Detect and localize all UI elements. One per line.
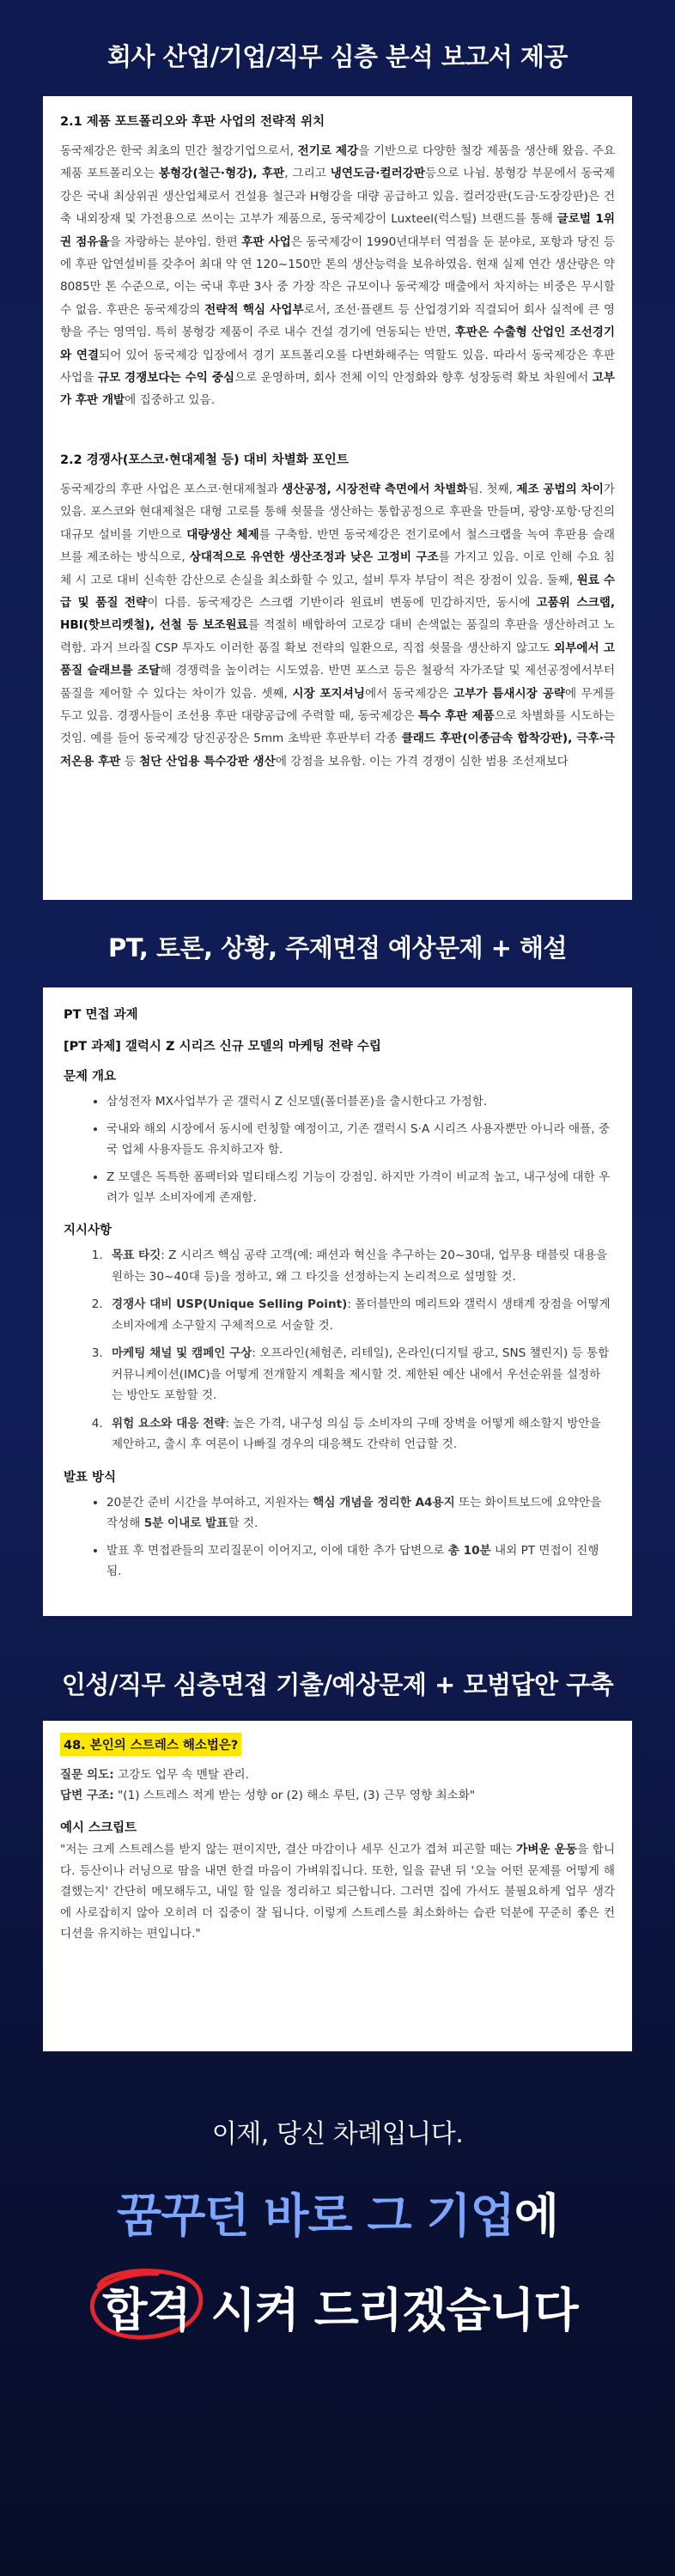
closing-line-2 <box>0 2179 675 2245</box>
overview-item-2-text-0: Z 모델은 독특한 폼팩터와 멀티태스킹 기능이 강점임. 하지만 가격이 비교적 높고, 내구성에 대한 우려가 일부 소비자에게 존재함. <box>106 1170 611 1205</box>
p2-bold-7: 상대적으로 유연한 생산조정과 낮은 고정비 구조 <box>189 550 439 565</box>
p2-text-16: 에서 동국제강은 <box>365 686 453 701</box>
closing-line-2-suffix: 에 <box>514 2189 558 2243</box>
structure-text: "(1) 스트레스 적게 받는 성향 or (2) 해소 루틴, (3) 근무 영향 최소화" <box>113 1789 476 1802</box>
pass-word: 합격 <box>102 2283 191 2337</box>
p1-bold-3: 봉형강(철근·형강), 후판 <box>158 167 285 181</box>
instruction-item <box>106 1343 611 1406</box>
p1-text-12: 로서, 조선·플랜트 등 산업경기와 직결되어 회사 실적에 큰 영향을 주는 영역임. 특히 봉형강 제품이 주로 내수 건설 경기에 연동되는 반면, <box>60 302 615 340</box>
method-item <box>106 1540 611 1582</box>
p2-text-22: 등 <box>120 754 140 769</box>
p2-bold-21: 클래드 후판(이종금속 합착강판), 극후·극저온용 후판 <box>60 732 615 769</box>
pass-word-circled <box>97 2274 195 2340</box>
p1-bold-1: 전기로 제강 <box>297 144 359 158</box>
overview-label: 문제 개요 <box>64 1070 117 1084</box>
script-label: 예시 스크립트 <box>60 1821 137 1835</box>
instruction-item-2-bold-0: 마케팅 채널 및 캠페인 구상 <box>112 1346 252 1360</box>
instruction-item <box>106 1413 611 1455</box>
overview-list <box>64 1091 611 1208</box>
p1-text-10: 은 동국제강이 1990년대부터 역점을 둔 분야로, 포항과 당진 등에 후판 압연설비를 갖추어 최대 약 연 120~150만 톤의 생산능력을 보유하였음. 현재 실제 연간 생산량은 약 8085만 톤 수준으로, 이는 국내 후판 3사 중 가장 작은 규모이나 동국제강 매출에서 차지하는 비중은 무시할 수 없음. 후판은 동국제강의 <box>60 234 616 317</box>
closing-line-3 <box>0 2274 675 2340</box>
p2-bold-15: 시장 포지셔닝 <box>292 686 366 701</box>
p2-bold-13: 외부에서 고품질 슬래브를 조달 <box>60 641 615 678</box>
method-item-1-text-0: 발표 후 면접관들의 꼬리질문이 이어지고, 이에 대한 추가 답변으로 <box>106 1543 448 1558</box>
method-item-0-text-4: 할 것. <box>228 1516 258 1530</box>
p1-text-6: 등으로 나뉨. 봉형강 부문에서 동국제강은 국내 최상위권 생산업체로서 건설용 철근과 H형강을 대량 공급하고 있음. 컬러강판(도금·도장강판)은 건축 내외장재 및 가전용으로 쓰이는 고부가 제품으로, 동국제강이 Luxteel(럭스틸) 브랜드를 통해 <box>60 167 616 227</box>
instructions-label: 지시사항 <box>64 1224 112 1237</box>
p1-bold-11: 전략적 핵심 사업부 <box>204 302 304 317</box>
intent-text: 고강도 업무 속 멘탈 관리. <box>113 1768 249 1782</box>
pt-interview-card <box>43 987 632 1616</box>
p2-text-2: 됨. 첫째, <box>467 482 517 496</box>
overview-item-1-text-0: 국내와 해외 시장에서 동시에 런칭할 예정이고, 기존 갤럭시 S·A 시리즈 사용자뿐만 아니라 애플, 중국 업체 사용자들도 유치하고자 함. <box>106 1122 611 1157</box>
method-item-0-bold-3: 5분 이내로 발표 <box>143 1516 228 1530</box>
example-script <box>60 1839 615 1945</box>
p2-text-8: 를 가지고 있음. 이로 인해 수요 침체 시 고로 대비 신속한 감산으로 손실을 최소화할 수 있고, 설비 투자 부담이 적은 장점이 있음. 둘째, <box>60 550 615 587</box>
p1-bold-15: 규모 경쟁보다는 수익 중심 <box>97 371 234 386</box>
section2-title: PT, 토론, 상황, 주제면접 예상문제 + 해설 <box>107 933 568 963</box>
question-intent <box>60 1765 615 1785</box>
intent-label: 질문 의도: <box>60 1768 114 1782</box>
p2-bold-11: 고품위 스크랩, HBI(핫브리켓철), 선철 등 보조원료 <box>60 595 615 633</box>
p1-bold-9: 후판 사업 <box>241 234 291 249</box>
answer-structure <box>60 1785 615 1806</box>
report-sample-card <box>43 96 632 900</box>
p1-text-8: 을 자랑하는 분야임. 한편 <box>109 234 242 249</box>
overview-item <box>106 1119 611 1160</box>
instruction-item-3-text-1: : 높은 가격, 내구성 의심 등 소비자의 구매 장벽을 어떻게 해소할지 방안을 제안하고, 출시 후 여론이 나빠질 경우의 대응책도 간략히 언급할 것. <box>112 1416 601 1451</box>
overview-item <box>106 1167 611 1208</box>
report-paragraph-2-2 <box>60 478 615 773</box>
p2-text-14: 해 경쟁력을 높이려는 시도였음. 반면 포스코 등은 철광석 자가조달 및 제선공정에서부터 품질을 제어할 수 있다는 차이가 있음. 셋째, <box>60 664 615 701</box>
method-item-0-bold-1: 핵심 개념을 정리한 A4용지 <box>313 1495 455 1510</box>
p2-bold-17: 고부가 틈새시장 공략 <box>453 686 565 701</box>
p1-bold-17: 고부가 후판 개발 <box>60 371 615 408</box>
instruction-item-0-bold-0: 목표 타깃 <box>112 1249 161 1262</box>
method-item-1-text-2: 내외 PT 면접이 진행됨. <box>106 1543 599 1578</box>
method-item <box>106 1492 611 1534</box>
p2-text-4: 가 있음. 포스코와 현대제철은 대형 고로를 통해 쇳물을 생산하는 통합공정으로 후판을 만들며, 광양·포항·당진의 대규모 설비를 기반으로 <box>60 482 615 542</box>
pt-label: PT 면접 과제 <box>64 1008 138 1022</box>
p2-bold-1: 생산공정, 시장전략 측면에서 차별화 <box>282 482 468 496</box>
method-item-0-text-0: 20분간 준비 시간을 부여하고, 지원자는 <box>106 1495 313 1510</box>
p2-text-0: 동국제강의 후판 사업은 포스코·현대제철과 <box>60 482 283 496</box>
pt-task-title: [PT 과제] 갤럭시 Z 시리즈 신규 모델의 마케팅 전략 수립 <box>64 1040 381 1054</box>
p2-text-18: 에 무게를 두고 있음. 경쟁사들이 조선용 후판 대량공급에 주력할 때, 동국제강은 <box>60 686 615 723</box>
p1-text-14: 되어 있어 동국제강 입장에서 경기 포트폴리오를 다변화해주는 역할도 있음. 따라서 동국제강은 후판 사업을 <box>60 348 615 386</box>
closing-line-2-accent: 꿈꾸던 바로 그 기업 <box>117 2189 514 2243</box>
script-text-0: "저는 크게 스트레스를 받지 않는 편이지만, 결산 마감이나 세무 신고가 겹쳐 피곤할 때는 <box>60 1843 517 1856</box>
instruction-item-1-text-1: : 폴더블만의 메리트와 갤럭시 생태계 장점을 어떻게 소비자에게 소구할지 구체적으로 서술할 것. <box>112 1297 611 1333</box>
report-heading-2-1: 2.1 제품 포트폴리오와 후판 사업의 전략적 위치 <box>60 115 325 129</box>
instruction-item-2-text-1: : 오프라인(체험존, 리테일), 온라인(디지털 광고, SNS 챌린지) 등 통합 커뮤니케이션(IMC)을 어떻게 전개할지 계획을 제시할 것. 제한된 예산 내에서 우선순위를 설정하는 방안도 포함할 것. <box>112 1346 610 1402</box>
report-heading-2-2: 2.2 경쟁사(포스코·현대제철 등) 대비 차별화 포인트 <box>60 453 349 467</box>
script-bold-1: 가벼운 운동 <box>516 1843 577 1856</box>
closing-line-1: 이제, 당신 차례입니다. <box>211 2119 464 2149</box>
closing-line-3-suffix: 시켜 드리겠습니다 <box>195 2283 578 2337</box>
p1-bold-13: 후판은 수출형 산업인 조선경기와 연결 <box>60 325 615 362</box>
overview-item-0-text-0: 삼성전자 MX사업부가 곧 갤럭시 Z 신모델(폴더블폰)을 출시한다고 가정함. <box>106 1095 488 1109</box>
p1-text-0: 동국제강은 한국 최초의 민간 철강기업으로서, <box>60 144 298 158</box>
p2-text-12: 를 적절히 배합하여 고로강 대비 손색없는 품질의 후판을 생산하려고 노력함. 과거 브라질 CSP 투자도 이러한 품질 확보 전략의 일환으로, 직접 쇳물을 생산하지 않고도 <box>60 618 615 655</box>
p1-text-4: , 그리고 <box>284 167 331 181</box>
p2-bold-3: 제조 공법의 차이 <box>516 482 604 496</box>
section3-title: 인성/직무 심층면접 기출/예상문제 + 모범답안 구축 <box>61 1670 614 1699</box>
method-item-0-text-2: 또는 화이트보드에 요약안을 작성해 <box>106 1495 602 1530</box>
qa-sample-card <box>43 1721 632 2051</box>
p2-bold-19: 특수 후판 제품 <box>417 708 495 723</box>
instruction-item <box>106 1294 611 1336</box>
p1-bold-5: 냉연도금·컬러강판 <box>330 167 425 181</box>
instruction-item <box>106 1245 611 1287</box>
p2-bold-9: 원료 수급 및 품질 전략 <box>60 573 615 610</box>
instructions-list <box>64 1245 611 1455</box>
p1-text-16: 으로 운영하며, 회사 전체 이익 안정화와 향후 성장동력 확보 차원에서 <box>234 371 593 386</box>
method-item-1-bold-1: 총 10분 <box>447 1543 491 1558</box>
report-paragraph-2-1 <box>60 140 615 412</box>
question-highlight: 48. 본인의 스트레스 해소법은? <box>60 1733 241 1756</box>
script-text-2: 을 합니다. 등산이나 러닝으로 땀을 내면 한결 마음이 가벼워집니다. 또한, 일을 끝낸 뒤 '오늘 어떤 문제를 어떻게 해결했는지' 간단히 메모해두고, 내일 할 일을 정리하고 퇴근합니다. 그러면 집에 가서도 불필요하게 업무 생각에 사로잡히지 않아 오히려 더 집중이 잘 됩니다. 이렇게 스트레스를 최소화하는 습관 덕분에 꾸준히 좋은 컨디션을 유지하는 편입니다." <box>60 1843 616 1941</box>
instruction-item-0-text-1: : Z 시리즈 핵심 공략 고객(예: 패션과 혁신을 추구하는 20~30대, 업무용 태블릿 대용을 원하는 30~40대 등)을 정하고, 왜 그 타깃을 선정하는지 논리적으로 설명할 것. <box>112 1249 608 1284</box>
p2-bold-5: 대량생산 체제 <box>186 527 259 542</box>
overview-item <box>106 1091 611 1112</box>
method-label: 발표 방식 <box>64 1470 117 1485</box>
p1-bold-7: 글로벌 1위권 점유율 <box>60 212 616 249</box>
instruction-item-3-bold-0: 위험 요소와 대응 전략 <box>112 1416 226 1431</box>
p2-text-6: 를 구축함. 반면 동국제강은 전기로에서 철스크랩을 녹여 후판용 슬래브를 제조하는 방식으로, <box>60 527 615 565</box>
p2-text-20: 으로 차별화를 시도하는 것임. 예를 들어 동국제강 당진공장은 5mm 초박판 후판부터 각종 <box>60 708 615 746</box>
p1-text-18: 에 집중하고 있음. <box>125 393 216 408</box>
instruction-item-1-bold-0: 경쟁사 대비 USP(Unique Selling Point) <box>112 1297 348 1311</box>
p2-text-10: 이 다름. 동국제강은 스크랩 기반이라 원료비 변동에 민감하지만, 동시에 <box>147 595 537 610</box>
p2-text-24: 에 강점을 보유함. 이는 가격 경쟁이 심한 범용 조선재보다 <box>275 754 569 769</box>
section1-title: 회사 산업/기업/직무 심층 분석 보고서 제공 <box>107 42 568 71</box>
p1-text-2: 을 기반으로 다양한 철강 제품을 생산해 왔음. 주요 제품 포트폴리오는 <box>60 144 615 181</box>
structure-label: 답변 구조: <box>60 1789 114 1802</box>
p2-bold-23: 첨단 산업용 특수강판 생산 <box>139 754 276 769</box>
method-list <box>64 1492 611 1582</box>
